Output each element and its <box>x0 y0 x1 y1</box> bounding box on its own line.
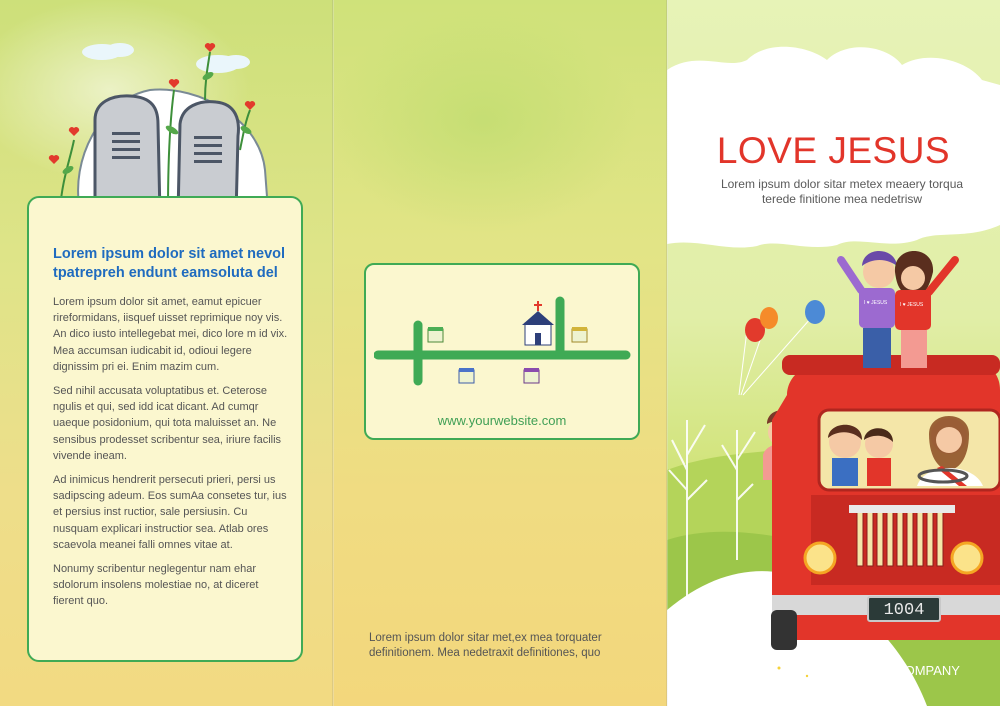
shirt-text-1: I ♥ JESUS <box>864 300 888 306</box>
fold-line-2 <box>666 0 668 706</box>
stone-tablets-illustration <box>40 40 290 220</box>
map-box <box>364 263 640 440</box>
building-icon-2 <box>459 368 474 383</box>
license-plate: 1004 <box>867 596 941 622</box>
building-icon-3 <box>524 368 539 383</box>
company-name: YOUR COMPANY <box>854 663 960 678</box>
bus-scene-illustration <box>667 0 1000 706</box>
left-body <box>53 294 289 618</box>
left-paragraph-3: Ad inimicus hendrerit persecuti prieri, persi us sadipscing adeum. Eos sumAa consetes tur, ius et persius inst ructior, sale persiusin. Cu nusquam explicari instructior sea. Atlab ores scaevola meanei falli omnes vitae at. <box>53 474 287 551</box>
middle-footer-text: Lorem ipsum dolor sitar met,ex mea torquater definitionem. Mea nedetraxit definitiones, quo <box>369 632 602 659</box>
route-map <box>374 283 632 393</box>
tagline: Lorem ipsum dolor sitar metex meaery torqua terede finitione mea nedetrisw <box>720 177 964 206</box>
left-heading: Lorem ipsum dolor sit amet nevol tpatrepreh endunt eamsoluta del <box>53 246 286 281</box>
website-link[interactable]: www.yourwebsite.com <box>437 413 567 428</box>
building-icon-1 <box>428 327 443 342</box>
church-icon <box>522 301 554 345</box>
middle-panel <box>333 0 667 706</box>
left-text-box <box>27 196 303 662</box>
left-paragraph-4: Nonumy scribentur neglegentur nam ehar sdolorum insolens molestiae no, at diceret fierent quo. <box>53 563 259 608</box>
left-paragraph-1: Lorem ipsum dolor sit amet, eamut epicuer rireformidans, iisquef uisset reprimique noy vis. An dico iusto intellegebat mei, dico lore m id vix. Mea accumsan iudicabit id, odioui legere dignissim pri ei. Enim mazim cum. <box>53 296 288 373</box>
building-icon-4 <box>572 327 587 342</box>
fold-line-1 <box>332 0 334 706</box>
shirt-text-2: I ♥ JESUS <box>900 302 924 308</box>
page-title: LOVE JESUS <box>716 130 951 171</box>
right-panel <box>667 0 1000 706</box>
left-paragraph-2: Sed nihil accusata voluptatibus et. Ceterose ngulis et qui, sed idd icat dicant. Ad cumqr uaeque posidonium, qui tota maluisset an. Ne sensibus prodesset scribentur sea, iriure facilis vivende ineam. <box>53 385 282 462</box>
left-panel <box>0 0 333 706</box>
